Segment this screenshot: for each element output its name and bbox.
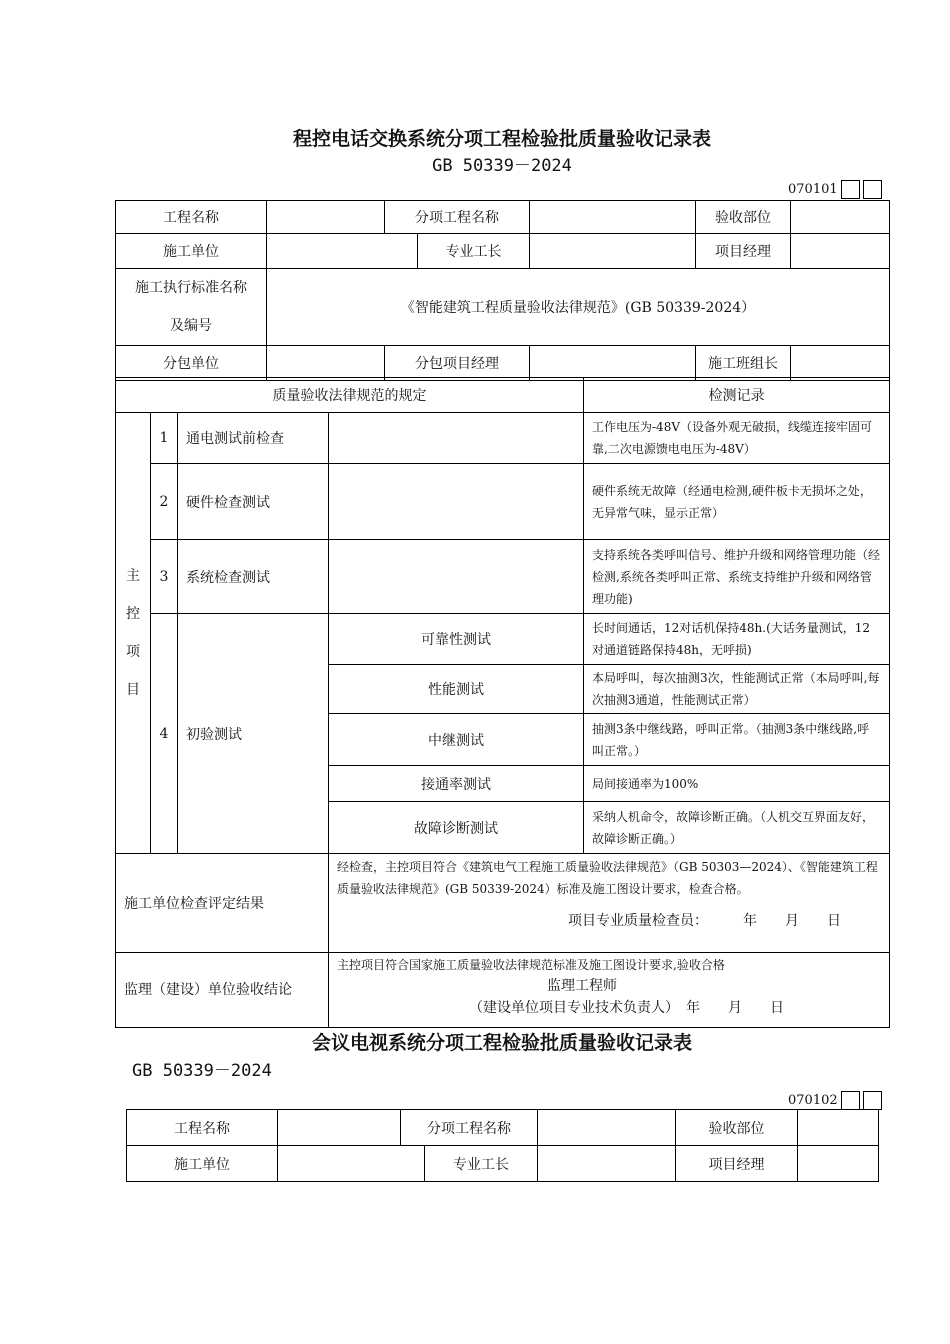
project-name-label: 工程名称 bbox=[116, 201, 267, 234]
acceptance-part-label: 验收部位 bbox=[676, 1110, 798, 1146]
subitem-record[interactable]: 长时间通话，12对话机保持48h.(大话务量测试，12对通道链路保持48h，无呼损) bbox=[584, 614, 890, 665]
item-record[interactable]: 硬件系统无故障（经通电检测,硬件板卡无损坏之处，无异常气味，显示正常） bbox=[584, 464, 890, 540]
standard-name-value: 《智能建筑工程质量验收法律规范》(GB 50339-2024） bbox=[267, 269, 890, 346]
supervisor-label: 监理（建设）单位验收结论 bbox=[116, 953, 329, 1028]
item-name: 通电测试前检查 bbox=[178, 413, 329, 464]
builder-label: 施工单位 bbox=[116, 234, 267, 269]
sub-pm-value[interactable] bbox=[530, 346, 696, 381]
project-manager-value[interactable] bbox=[791, 234, 890, 269]
code-box[interactable] bbox=[863, 180, 882, 199]
item-number: 2 bbox=[151, 464, 178, 540]
subcontractor-value[interactable] bbox=[267, 346, 385, 381]
subitem-name: 中继测试 bbox=[329, 714, 584, 766]
code-box[interactable] bbox=[863, 1091, 882, 1110]
builder-value[interactable] bbox=[267, 234, 418, 269]
subitem-name-label: 分项工程名称 bbox=[385, 201, 530, 234]
sub-pm-label: 分包项目经理 bbox=[385, 346, 530, 381]
form1-info-table bbox=[115, 200, 890, 381]
project-manager-label: 项目经理 bbox=[696, 234, 791, 269]
subitem-name: 可靠性测试 bbox=[329, 614, 584, 665]
builder-value[interactable] bbox=[278, 1146, 425, 1182]
team-leader-label: 施工班组长 bbox=[696, 346, 791, 381]
team-leader-value[interactable] bbox=[791, 346, 890, 381]
form2-title: 会议电视系统分项工程检验批质量验收记录表 bbox=[311, 1032, 692, 1054]
code-box[interactable] bbox=[841, 1091, 860, 1110]
project-name-value[interactable] bbox=[267, 201, 385, 234]
item-number: 3 bbox=[151, 540, 178, 614]
foreman-label: 专业工长 bbox=[418, 234, 530, 269]
acceptance-part-value[interactable] bbox=[791, 201, 890, 234]
subitem-name-value[interactable] bbox=[530, 201, 696, 234]
main-items-label: 主控项目 bbox=[116, 413, 151, 854]
supervisor-text: 主控项目符合国家施工质量验收法律规范标准及施工图设计要求,验收合格 bbox=[337, 958, 725, 972]
item-spec bbox=[329, 464, 584, 540]
subitem-record[interactable]: 本局呼叫，每次抽测3次，性能测试正常（本局呼叫,每次抽测3通道，性能测试正常） bbox=[584, 665, 890, 714]
item-spec bbox=[329, 413, 584, 464]
form2-standard: GB 50339－2024 bbox=[132, 1061, 272, 1081]
form2-code-number: 070102 bbox=[788, 1093, 838, 1108]
subitem-name: 性能测试 bbox=[329, 665, 584, 714]
item-number: 4 bbox=[151, 614, 178, 854]
acceptance-part-value[interactable] bbox=[798, 1110, 879, 1146]
supervisor-sign: （建设单位项目专业技术负责人） 年 月 日 bbox=[469, 1000, 784, 1016]
subitem-name-value[interactable] bbox=[538, 1110, 676, 1146]
subitem-record[interactable]: 局间接通率为100% bbox=[584, 766, 890, 802]
supervisor-engineer: 监理工程师 bbox=[547, 978, 617, 994]
project-name-value[interactable] bbox=[278, 1110, 401, 1146]
subitem-name: 故障诊断测试 bbox=[329, 802, 584, 854]
builder-check-cell bbox=[329, 854, 890, 953]
form2-info-table bbox=[126, 1109, 879, 1182]
foreman-value[interactable] bbox=[538, 1146, 676, 1182]
subitem-name: 接通率测试 bbox=[329, 766, 584, 802]
item-name: 系统检查测试 bbox=[178, 540, 329, 614]
builder-check-text: 经检查，主控项目符合《建筑电气工程施工质量验收法律规范》（GB 50303—2024）、《智能建筑工程质量验收法律规范》(GB 50339-2024）标准及施工图设计要求，检查合格。 bbox=[337, 860, 878, 896]
item-spec bbox=[329, 540, 584, 614]
supervisor-cell bbox=[329, 953, 890, 1028]
subcontractor-label: 分包单位 bbox=[116, 346, 267, 381]
form1-code-number: 070101 bbox=[788, 182, 838, 197]
form1-title: 程控电话交换系统分项工程检验批质量验收记录表 bbox=[292, 128, 711, 150]
builder-check-sign: 项目专业质量检查员： 年 月 日 bbox=[568, 913, 841, 929]
item-number: 1 bbox=[151, 413, 178, 464]
acceptance-part-label: 验收部位 bbox=[696, 201, 791, 234]
item-name: 硬件检查测试 bbox=[178, 464, 329, 540]
builder-check-label: 施工单位检查评定结果 bbox=[116, 854, 329, 953]
form1-standard: GB 50339－2024 bbox=[432, 156, 572, 176]
code-box[interactable] bbox=[841, 180, 860, 199]
record-header: 检测记录 bbox=[584, 378, 890, 413]
form1-inspection-table bbox=[115, 377, 890, 1028]
subitem-name-label: 分项工程名称 bbox=[401, 1110, 538, 1146]
foreman-label: 专业工长 bbox=[425, 1146, 538, 1182]
item-record[interactable]: 工作电压为-48V（设备外观无破损，线缆连接牢固可靠,二次电源馈电电压为-48V） bbox=[584, 413, 890, 464]
spec-header: 质量验收法律规范的规定 bbox=[116, 378, 584, 413]
project-manager-value[interactable] bbox=[798, 1146, 879, 1182]
subitem-record[interactable]: 采纳人机命令，故障诊断正确。（人机交互界面友好，故障诊断正确。） bbox=[584, 802, 890, 854]
form1-code bbox=[788, 180, 882, 199]
builder-label: 施工单位 bbox=[127, 1146, 278, 1182]
form2-code bbox=[788, 1091, 882, 1110]
item-name: 初验测试 bbox=[178, 614, 329, 854]
project-name-label: 工程名称 bbox=[127, 1110, 278, 1146]
project-manager-label: 项目经理 bbox=[676, 1146, 798, 1182]
subitem-record[interactable]: 抽测3条中继线路，呼叫正常。（抽测3条中继线路,呼叫正常。） bbox=[584, 714, 890, 766]
standard-name-label: 施工执行标准名称及编号 bbox=[116, 269, 267, 346]
foreman-value[interactable] bbox=[530, 234, 696, 269]
item-record[interactable]: 支持系统各类呼叫信号、维护升级和网络管理功能（经检测,系统各类呼叫正常、系统支持维护升级和网络管理功能) bbox=[584, 540, 890, 614]
